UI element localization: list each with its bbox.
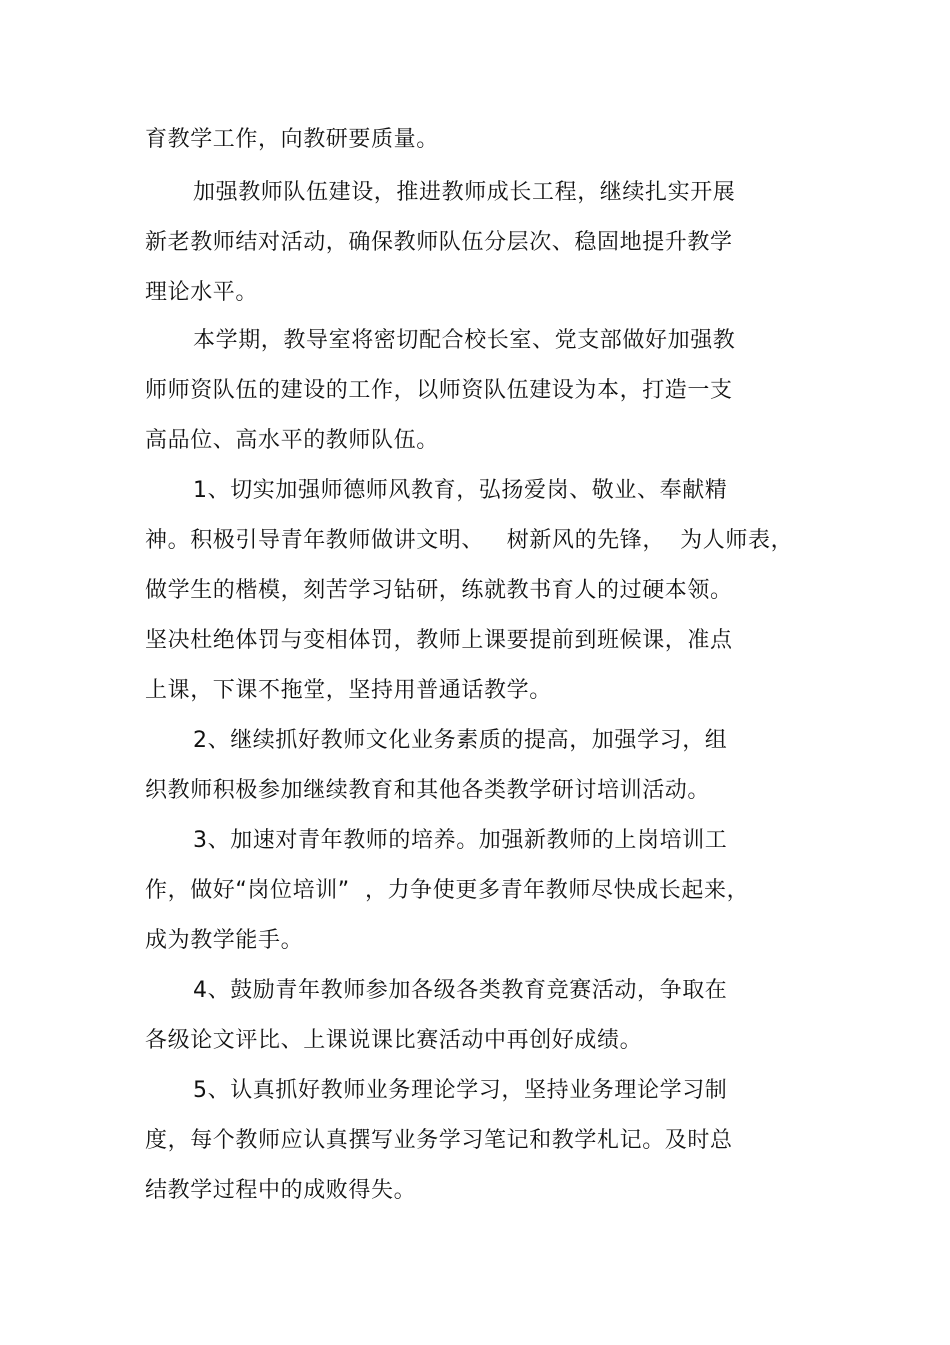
text-line: 育教学工作，向教研要质量。 — [145, 127, 439, 152]
text-line: 织教师积极参加继续教育和其他各类教学研讨培训活动。 — [145, 778, 711, 803]
paragraph-first-line: 5、认真抓好教师业务理论学习，坚持业务理论学习制 — [193, 1078, 728, 1103]
text-line: 神。积极引导青年教师做讲文明、 树新风的先锋， 为人师表， — [145, 528, 794, 553]
text-line: 作，做好“岗位培训” ，力争使更多青年教师尽快成长起来， — [145, 878, 750, 903]
paragraph-first-line: 1、切实加强师德师风教育，弘扬爱岗、敬业、奉献精 — [193, 478, 728, 503]
text-line: 成为教学能手。 — [145, 928, 304, 953]
text-line: 上课，下课不拖堂，坚持用普通话教学。 — [145, 678, 552, 703]
paragraph-first-line: 2、继续抓好教师文化业务素质的提高，加强学习，组 — [193, 728, 728, 753]
paragraph-first-line: 3、加速对青年教师的培养。加强新教师的上岗培训工 — [193, 828, 728, 853]
paragraph-first-line: 本学期，教导室将密切配合校长室、党支部做好加强教 — [193, 328, 736, 353]
text-line: 理论水平。 — [145, 280, 259, 305]
text-line: 高品位、高水平的教师队伍。 — [145, 428, 439, 453]
text-line: 师师资队伍的建设的工作，以师资队伍建设为本，打造一支 — [145, 378, 733, 403]
paragraph-first-line: 4、鼓励青年教师参加各级各类教育竞赛活动，争取在 — [193, 978, 728, 1003]
text-line: 坚决杜绝体罚与变相体罚，教师上课要提前到班候课，准点 — [145, 628, 733, 653]
text-line: 各级论文评比、上课说课比赛活动中再创好成绩。 — [145, 1028, 643, 1053]
text-line: 新老教师结对活动，确保教师队伍分层次、稳固地提升教学 — [145, 230, 733, 255]
paragraph-first-line: 加强教师队伍建设，推进教师成长工程，继续扎实开展 — [193, 180, 736, 205]
text-line: 度，每个教师应认真撰写业务学习笔记和教学札记。及时总 — [145, 1128, 733, 1153]
text-line: 结教学过程中的成败得失。 — [145, 1178, 417, 1203]
text-line: 做学生的楷模，刻苦学习钻研，练就教书育人的过硬本领。 — [145, 578, 733, 603]
